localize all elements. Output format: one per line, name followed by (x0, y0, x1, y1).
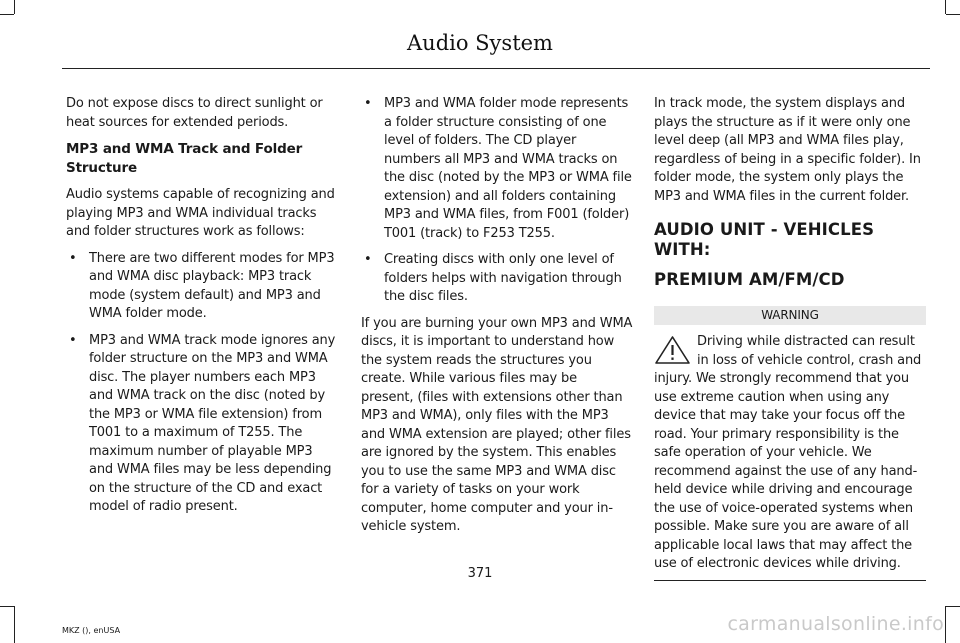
warning-triangle-icon (654, 335, 691, 365)
bullet-icon: • (364, 252, 372, 267)
warning-text: Driving while distracted can result in loss of vehicle control, crash and injury. We strongly recommend that you use extreme caution when using any device that may take your focus off the road. Your primary responsibility is the safe operation of your vehicle. We recommend against the use of any hand-held device while driving and encourage the use of voice-operated systems when possible. Make sure you are aware of all applicable local laws that may affect the use of electronic devices while driving. (654, 334, 922, 571)
crop-mark (945, 606, 946, 643)
column-2 (361, 95, 633, 545)
section-title (654, 220, 926, 290)
crop-mark (0, 606, 14, 607)
section-title-line: PREMIUM AM/FM/CD (654, 270, 845, 289)
section-heading: MP3 and WMA Track and Folder Structure (66, 141, 303, 176)
page-number: 371 (467, 566, 493, 581)
list-item (66, 250, 338, 324)
crop-mark (0, 14, 14, 15)
list-item (66, 332, 338, 517)
list-item-text: Creating discs with only one level of folders helps with navigation through the disc files. (384, 252, 622, 304)
bullet-icon: • (69, 332, 77, 348)
crop-mark (946, 14, 960, 15)
list-item (361, 95, 633, 243)
watermark: carmanualsonline.info (727, 613, 944, 635)
crop-mark (945, 0, 946, 14)
bullet-list (66, 250, 338, 517)
bullet-icon: • (69, 250, 77, 266)
warning-label: WARNING (654, 306, 926, 325)
crop-mark (14, 0, 15, 14)
document-id: MKZ (), enUSA (62, 626, 121, 635)
body-paragraph: If you are burning your own MP3 and WMA discs, it is important to understand how the system reads the structures you create. While various files may be present, (files with extensions other than MP3 and WMA), only files with the MP3 and WMA extension are played; other files are ignored by the system. This enables you to use the same MP3 and WMA disc for a variety of tasks on your work computer, home computer and your in-vehicle system. (361, 315, 633, 534)
column-3 (654, 95, 926, 581)
column-1 (66, 95, 338, 525)
warning-box (654, 333, 926, 581)
intro-paragraph: Do not expose discs to direct sunlight or heat sources for extended periods. (66, 96, 323, 130)
body-paragraph: In track mode, the system displays and plays the structure as if it were only one level deep (all MP3 and WMA files play, regardless of being in a specific folder). In folder mode, the system only plays the MP3 and WMA files in the current folder. (654, 96, 921, 204)
crop-mark (946, 606, 960, 607)
body-paragraph: Audio systems capable of recognizing and playing MP3 and WMA individual tracks and folder structures work as follows: (66, 187, 335, 239)
list-item (361, 251, 633, 307)
bullet-icon: • (364, 96, 372, 111)
bullet-list (361, 95, 633, 307)
section-title-line: AUDIO UNIT - VEHICLES WITH: (654, 220, 875, 259)
crop-mark (14, 606, 15, 643)
list-item-text: MP3 and WMA track mode ignores any folder structure on the MP3 and WMA disc. The player numbers each MP3 and WMA track on the disc (noted by the MP3 or WMA file extension) from T001 to a maximum of T255. The maximum number of playable MP3 and WMA files may be less depending on the structure of the CD and exact model of radio present. (89, 332, 336, 514)
list-item-text: There are two different modes for MP3 and WMA disc playback: MP3 track mode (system default) and MP3 and WMA folder mode. (89, 250, 335, 321)
list-item-text: MP3 and WMA folder mode represents a folder structure consisting of one level of folders. The CD player numbers all MP3 and WMA tracks on the disc (noted by the MP3 or WMA file extension) and all folders containing MP3 and WMA files, from F001 (folder) T001 (track) to F253 T255. (384, 96, 632, 241)
page-title: Audio System (407, 31, 553, 55)
header-divider (62, 68, 930, 69)
